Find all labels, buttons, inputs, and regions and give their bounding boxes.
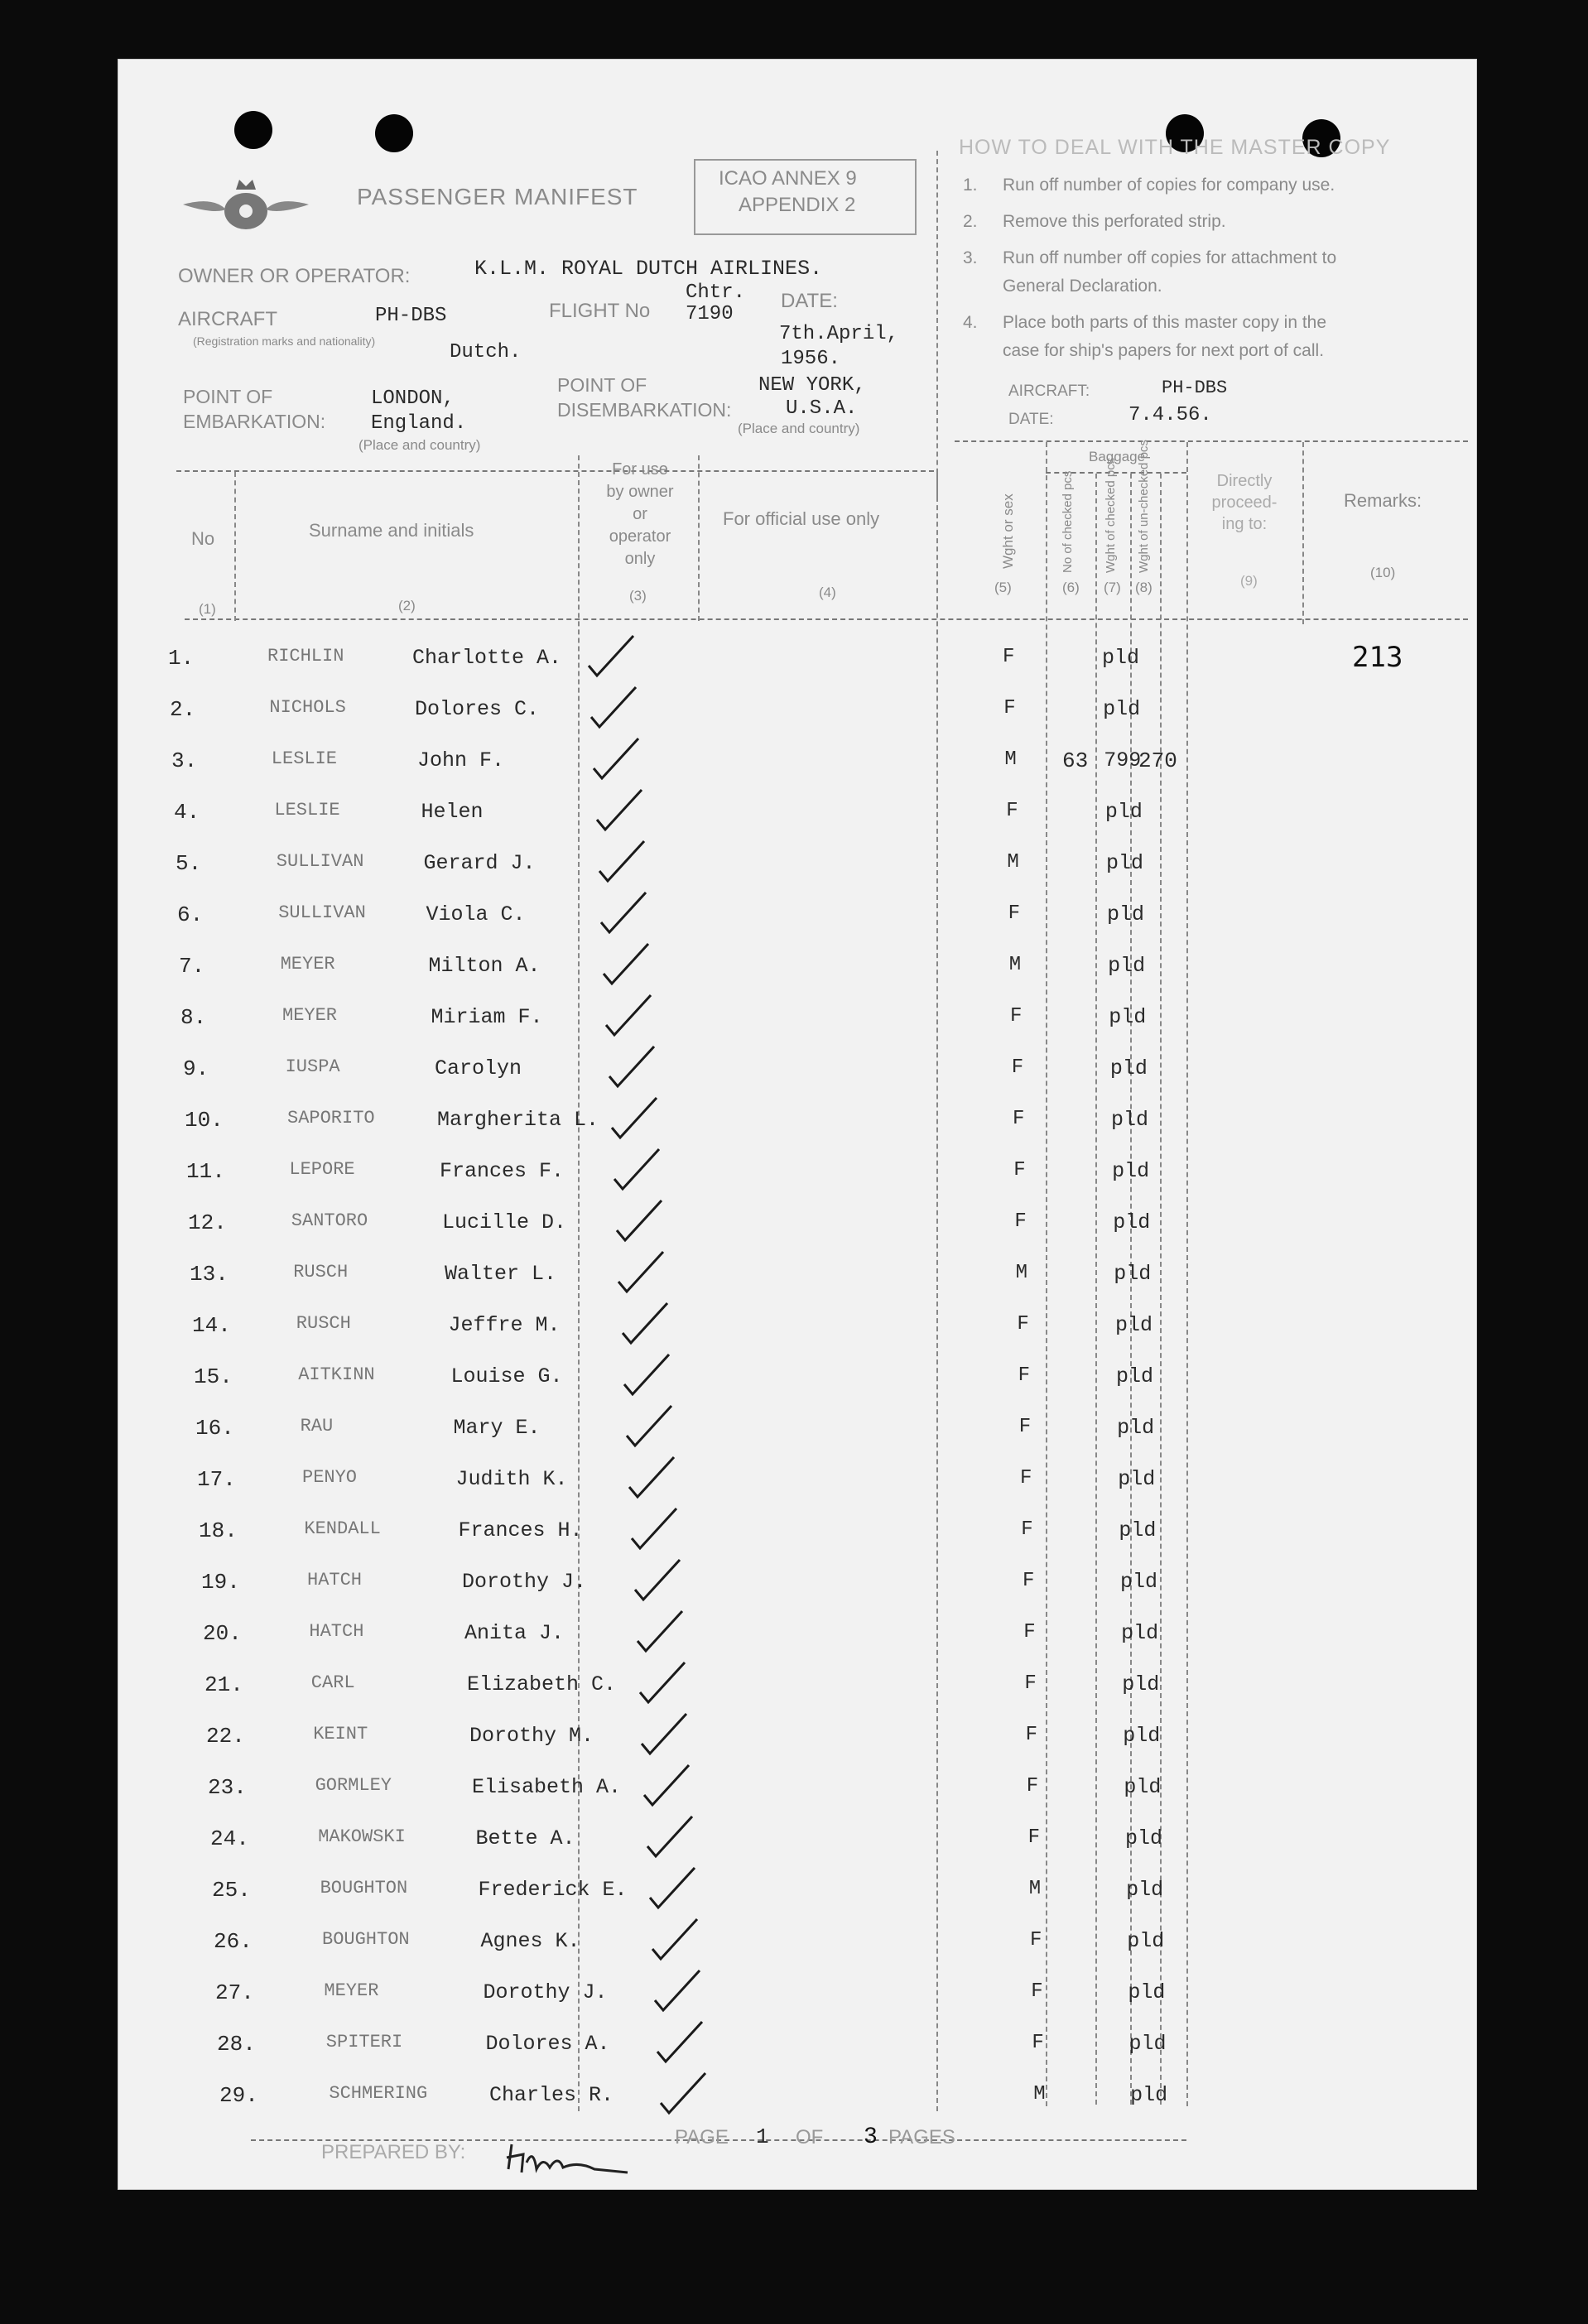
passenger-initials: Charlotte A.	[412, 646, 562, 670]
passenger-sex: F	[1003, 646, 1015, 668]
row-number: 20.	[203, 1621, 242, 1646]
col-wght-unchecked-number: (8)	[1135, 580, 1153, 595]
check-mark-icon	[651, 2018, 709, 2068]
row-number: 19.	[201, 1570, 240, 1595]
table-row	[118, 690, 1476, 740]
table-row	[118, 1409, 1476, 1459]
table-row	[118, 1974, 1476, 2023]
checked-weight: pld	[1114, 1313, 1153, 1337]
passenger-initials: Dorothy M.	[469, 1724, 594, 1748]
check-mark-icon	[585, 684, 642, 734]
passenger-surname: RICHLIN	[267, 646, 344, 666]
passenger-surname: IUSPA	[285, 1056, 340, 1077]
row-number: 11.	[186, 1159, 225, 1184]
check-mark-icon	[654, 2070, 712, 2120]
row-number: 5.	[176, 851, 202, 876]
panel-aircraft-value: PH-DBS	[1162, 378, 1228, 398]
passenger-sex: F	[1032, 2032, 1044, 2054]
check-mark-icon	[599, 992, 657, 1042]
prepared-by-label: PREPARED BY:	[321, 2141, 466, 2163]
table-row	[118, 1512, 1476, 1561]
checked-weight: pld	[1125, 1826, 1163, 1850]
instructions-title: HOW TO DEAL WITH THE MASTER COPY	[959, 136, 1391, 159]
check-mark-icon	[638, 1762, 695, 1812]
passenger-surname: KEINT	[313, 1724, 368, 1744]
passenger-surname: BOUGHTON	[320, 1878, 408, 1898]
row-number: 9.	[183, 1056, 209, 1081]
col-owner-use-line: by owner	[606, 483, 674, 501]
table-row	[118, 1717, 1476, 1767]
checked-weight: 799	[1104, 748, 1142, 772]
icao-box	[694, 159, 917, 235]
passenger-initials: Gerard J.	[423, 851, 536, 875]
col-divider	[234, 472, 236, 621]
passenger-surname: RUSCH	[293, 1262, 349, 1282]
col-directly-line: Directly	[1216, 472, 1273, 490]
passenger-initials: Margherita L.	[437, 1108, 599, 1132]
row-number: 15.	[194, 1364, 233, 1389]
col-owner-use	[582, 459, 698, 570]
check-mark-icon	[610, 1197, 668, 1247]
passenger-surname: KENDALL	[304, 1518, 381, 1539]
icao-line-2: APPENDIX 2	[739, 194, 856, 216]
table-row	[118, 1666, 1476, 1715]
row-number: 7.	[179, 954, 205, 979]
header-rule	[176, 470, 934, 472]
checked-weight: pld	[1102, 646, 1140, 670]
checked-weight: pld	[1119, 1518, 1157, 1542]
passenger-initials: Judith K.	[455, 1467, 568, 1491]
check-mark-icon	[646, 1916, 704, 1966]
passenger-sex: F	[1017, 1313, 1029, 1335]
checked-weight: pld	[1107, 902, 1145, 926]
passenger-sex: F	[1014, 1210, 1027, 1233]
panel-aircraft-label: AIRCRAFT:	[1008, 383, 1090, 400]
passenger-initials: Jeffre M.	[448, 1313, 561, 1337]
passenger-surname: PENYO	[302, 1467, 358, 1488]
instruction-number: 2.	[963, 212, 978, 231]
header-divider	[936, 151, 938, 498]
passenger-sex: F	[1018, 1364, 1030, 1387]
check-mark-icon	[582, 633, 640, 682]
passenger-surname: SCHMERING	[329, 2083, 428, 2104]
table-row	[118, 1460, 1476, 1510]
passenger-initials: Helen	[421, 800, 484, 824]
table-row	[118, 998, 1476, 1048]
passenger-surname: LEPORE	[289, 1159, 355, 1180]
checked-weight: pld	[1118, 1467, 1156, 1491]
checked-weight: pld	[1114, 1262, 1152, 1286]
passenger-sex: F	[1018, 1416, 1032, 1438]
passenger-surname: SULLIVAN	[278, 902, 366, 923]
row-number: 25.	[212, 1878, 251, 1903]
table-row	[118, 1050, 1476, 1099]
passenger-initials: Frances F.	[440, 1159, 565, 1183]
col-checked-pcs-number: (6)	[1062, 580, 1080, 595]
table-row	[118, 1922, 1476, 1972]
checked-weight: pld	[1103, 697, 1141, 721]
panel-date-label: DATE:	[1008, 411, 1054, 428]
disembarkation-label-1: POINT OF	[557, 374, 647, 396]
row-number: 22.	[206, 1724, 245, 1749]
row-number: 29.	[219, 2083, 258, 2108]
unchecked-weight: 270	[1138, 748, 1177, 773]
check-mark-icon	[605, 1095, 663, 1144]
passenger-sex: F	[1025, 1724, 1037, 1746]
instruction-text: Place both parts of this master copy in the	[1003, 313, 1327, 332]
passenger-initials: Milton A.	[428, 954, 541, 978]
flight-value-2: 7190	[686, 303, 734, 325]
checked-weight: pld	[1122, 1672, 1160, 1696]
row-number: 2.	[170, 697, 196, 722]
check-mark-icon	[648, 1967, 706, 2017]
row-number: 18.	[199, 1518, 238, 1543]
check-mark-icon	[594, 889, 652, 939]
checked-weight: pld	[1108, 954, 1146, 978]
checked-weight: pld	[1124, 1775, 1162, 1799]
passenger-initials: Agnes K.	[480, 1929, 580, 1953]
check-mark-icon	[631, 1608, 689, 1658]
checked-pieces: 63	[1062, 748, 1089, 773]
date-value-2: 1956.	[781, 348, 841, 370]
row-number: 16.	[195, 1416, 234, 1441]
table-row	[118, 1820, 1476, 1869]
col-wght-checked: Wght of checked pcs	[1104, 457, 1118, 573]
passenger-initials: Frederick E.	[478, 1878, 628, 1902]
embarkation-label-2: EMBARKATION:	[183, 411, 326, 432]
table-row	[118, 1358, 1476, 1407]
passenger-initials: Lucille D.	[442, 1210, 567, 1234]
aircraft-nationality: Dutch.	[450, 341, 522, 363]
check-mark-icon	[633, 1659, 691, 1709]
row-number: 21.	[205, 1672, 243, 1697]
table-row	[118, 1871, 1476, 1921]
col-name-number: (2)	[398, 598, 416, 613]
instruction-text: Run off number of copies for company use.	[1003, 176, 1335, 195]
table-row	[118, 1614, 1476, 1664]
passenger-initials: Viola C.	[426, 902, 526, 926]
check-mark-icon	[593, 838, 651, 888]
checked-weight: pld	[1111, 1108, 1149, 1132]
table-row	[118, 1255, 1476, 1305]
row-number: 17.	[197, 1467, 236, 1492]
col-directly-line: proceed-	[1211, 493, 1278, 512]
passenger-surname: MEYER	[282, 1005, 338, 1026]
passenger-initials: Carolyn	[435, 1056, 522, 1080]
passenger-initials: Dorothy J.	[483, 1980, 608, 2004]
flight-label: FLIGHT No	[549, 300, 651, 322]
passenger-surname: MEYER	[324, 1980, 379, 2001]
page-value: 1	[756, 2124, 769, 2149]
checked-weight: pld	[1120, 1570, 1158, 1594]
of-label: OF	[796, 2126, 824, 2148]
check-mark-icon	[628, 1557, 686, 1606]
column-header-rule	[185, 618, 1468, 620]
instruction-number: 3.	[963, 248, 978, 267]
passenger-initials: Charles R.	[489, 2083, 614, 2107]
passenger-initials: Walter L.	[445, 1262, 557, 1286]
check-mark-icon	[597, 941, 655, 990]
row-number: 28.	[217, 2032, 256, 2057]
row-number: 10.	[185, 1108, 224, 1133]
passenger-surname: SANTORO	[291, 1210, 368, 1231]
passenger-sex: M	[1004, 748, 1017, 771]
passenger-initials: Mary E.	[453, 1416, 541, 1440]
check-mark-icon	[590, 787, 648, 836]
passenger-surname: LESLIE	[274, 800, 340, 820]
row-number: 6.	[177, 902, 204, 927]
passenger-surname: AITKINN	[298, 1364, 375, 1385]
check-mark-icon	[635, 1711, 693, 1760]
col-directly-number: (9)	[1240, 573, 1258, 589]
manifest-page	[118, 60, 1476, 2189]
table-row	[118, 639, 1476, 689]
passenger-surname: BOUGHTON	[322, 1929, 410, 1950]
passenger-sex: M	[1015, 1262, 1027, 1284]
col-remarks-number: (10)	[1370, 565, 1396, 580]
date-value-1: 7th.April,	[779, 323, 899, 345]
passenger-initials: Louise G.	[450, 1364, 563, 1388]
checked-weight: pld	[1121, 1621, 1159, 1645]
instruction-number: 4.	[963, 313, 978, 332]
signature-icon	[503, 2139, 669, 2181]
checked-weight: pld	[1126, 1878, 1164, 1902]
col-wght-checked-number: (7)	[1104, 580, 1121, 595]
checked-weight: pld	[1128, 2032, 1167, 2056]
table-row	[118, 1768, 1476, 1818]
col-checked-pcs: No of checked pcs	[1061, 470, 1075, 573]
passenger-surname: MAKOWSKI	[318, 1826, 406, 1847]
passenger-sex: M	[1007, 851, 1019, 873]
header-rule	[955, 440, 1468, 442]
passenger-sex: F	[1027, 1826, 1040, 1849]
instruction-number: 1.	[963, 176, 978, 195]
passenger-sex: F	[1010, 1005, 1023, 1027]
col-owner-number: (3)	[629, 588, 647, 604]
row-number: 26.	[214, 1929, 253, 1954]
col-official-number: (4)	[819, 585, 836, 600]
checked-weight: pld	[1109, 1056, 1148, 1080]
disembarkation-place-hint: (Place and country)	[738, 421, 860, 436]
check-mark-icon	[587, 735, 645, 785]
passenger-initials: Elisabeth A.	[472, 1775, 622, 1799]
check-mark-icon	[603, 1043, 661, 1093]
passenger-sex: F	[1013, 1159, 1026, 1181]
instruction-text: case for ship's papers for next port of call.	[1003, 341, 1325, 360]
passenger-surname: CARL	[310, 1672, 355, 1693]
manifest-title: PASSENGER MANIFEST	[357, 184, 638, 209]
row-number: 12.	[188, 1210, 227, 1235]
table-row	[118, 1563, 1476, 1613]
row-number: 4.	[174, 800, 200, 825]
passenger-surname: RUSCH	[296, 1313, 351, 1334]
owner-label: OWNER OR OPERATOR:	[178, 265, 411, 287]
checked-weight: pld	[1104, 800, 1143, 824]
passenger-sex: M	[1008, 954, 1022, 976]
col-directly-line: ing to:	[1221, 515, 1268, 533]
table-row	[118, 2076, 1476, 2126]
col-owner-use-line: For use	[612, 460, 668, 479]
table-row	[118, 1152, 1476, 1202]
passenger-surname: HATCH	[309, 1621, 364, 1642]
instruction-text: General Declaration.	[1003, 277, 1162, 296]
table-row	[118, 1204, 1476, 1253]
passenger-sex: F	[1026, 1775, 1039, 1797]
col-wght-sex-number: (5)	[994, 580, 1012, 595]
disembarkation-value-2: U.S.A.	[786, 397, 858, 420]
row-number: 24.	[210, 1826, 249, 1851]
row-number: 3.	[171, 748, 198, 773]
passenger-sex: F	[1003, 697, 1016, 719]
col-owner-use-line: or	[633, 505, 647, 523]
checked-weight: pld	[1109, 1005, 1147, 1029]
checked-weight: pld	[1130, 2083, 1168, 2107]
passenger-sex: F	[1030, 1929, 1042, 1951]
instruction-text: Run off number off copies for attachment to	[1003, 248, 1337, 267]
check-mark-icon	[643, 1864, 701, 1914]
passenger-initials: Dorothy J.	[462, 1570, 587, 1594]
passenger-initials: Dolores C.	[415, 697, 540, 721]
passenger-surname: GORMLEY	[315, 1775, 392, 1796]
passenger-sex: F	[1024, 1672, 1037, 1695]
aircraft-sublabel: (Registration marks and nationality)	[193, 334, 376, 348]
passenger-surname: SAPORITO	[287, 1108, 375, 1128]
passenger-initials: Elizabeth C.	[467, 1672, 617, 1696]
check-mark-icon	[616, 1300, 674, 1350]
passenger-sex: F	[1023, 1570, 1035, 1592]
page-label: PAGE	[675, 2126, 729, 2148]
owner-value: K.L.M. ROYAL DUTCH AIRLINES.	[474, 257, 823, 281]
checked-weight: pld	[1113, 1210, 1151, 1234]
col-no: No	[191, 528, 215, 549]
checked-weight: pld	[1112, 1159, 1150, 1183]
check-mark-icon	[608, 1146, 666, 1196]
check-mark-icon	[623, 1454, 681, 1504]
embarkation-label-1: POINT OF	[183, 386, 273, 407]
passenger-surname: SULLIVAN	[276, 851, 364, 872]
icao-line-1: ICAO ANNEX 9	[719, 167, 857, 190]
table-row	[118, 947, 1476, 997]
table-row	[118, 1306, 1476, 1356]
col-remarks: Remarks:	[1344, 490, 1422, 511]
row-number: 23.	[208, 1775, 247, 1800]
col-wght-sex: Wght or sex	[1000, 493, 1016, 569]
table-row	[118, 896, 1476, 945]
col-owner-use-line: only	[624, 550, 656, 568]
disembarkation-value-1: NEW YORK,	[758, 374, 866, 397]
col-directly	[1195, 470, 1294, 535]
disembarkation-label-2: DISEMBARKATION:	[557, 399, 732, 421]
check-mark-icon	[620, 1403, 678, 1452]
passenger-surname: RAU	[300, 1416, 334, 1436]
checked-weight: pld	[1128, 1980, 1166, 2004]
passenger-sex: F	[1013, 1108, 1025, 1130]
passenger-sex: M	[1033, 2083, 1046, 2105]
date-label: DATE:	[781, 290, 838, 312]
passenger-initials: John F.	[417, 748, 505, 772]
klm-crown-logo-icon	[180, 171, 312, 246]
embarkation-value-2: England.	[371, 412, 467, 435]
embarkation-place-hint: (Place and country)	[359, 437, 481, 453]
row-number: 1.	[168, 646, 195, 671]
check-mark-icon	[612, 1249, 670, 1298]
check-mark-icon	[625, 1505, 683, 1555]
check-mark-icon	[618, 1351, 676, 1401]
passenger-sex: M	[1028, 1878, 1042, 1900]
row-number: 8.	[180, 1005, 207, 1030]
instruction-text: Remove this perforated strip.	[1003, 212, 1226, 231]
col-divider	[698, 455, 700, 621]
passenger-sex: F	[1006, 800, 1018, 822]
passenger-sex: F	[1023, 1621, 1036, 1643]
punch-hole	[234, 111, 272, 149]
row-number: 13.	[190, 1262, 229, 1287]
passenger-initials: Miriam F.	[431, 1005, 543, 1029]
passenger-sex: F	[1011, 1056, 1024, 1079]
passenger-surname: HATCH	[307, 1570, 363, 1590]
col-baggage: Baggage	[1089, 449, 1146, 464]
checked-weight: pld	[1116, 1364, 1154, 1388]
panel-date-value: 7.4.56.	[1128, 404, 1212, 426]
passenger-sex: F	[1031, 1980, 1043, 2003]
checked-weight: pld	[1123, 1724, 1161, 1748]
passenger-initials: Bette A.	[475, 1826, 575, 1850]
embarkation-value-1: LONDON,	[371, 387, 455, 410]
col-official: For official use only	[723, 508, 880, 529]
passenger-sex: F	[1021, 1518, 1033, 1541]
passenger-sex: F	[1008, 902, 1020, 925]
passenger-sex: F	[1020, 1467, 1032, 1489]
pages-label: PAGES	[888, 2126, 955, 2148]
row-number: 27.	[215, 1980, 254, 2005]
passenger-initials: Anita J.	[464, 1621, 565, 1645]
check-mark-icon	[641, 1813, 699, 1863]
passenger-surname: MEYER	[280, 954, 335, 974]
remarks-page-number: 213	[1352, 641, 1403, 674]
col-divider	[1302, 442, 1304, 624]
passenger-initials: Frances H.	[458, 1518, 583, 1542]
table-row	[118, 2025, 1476, 2075]
aircraft-registration: PH-DBS	[375, 305, 447, 327]
row-number: 14.	[192, 1313, 231, 1338]
checked-weight: pld	[1127, 1929, 1165, 1953]
table-row	[118, 742, 1476, 792]
passenger-surname: LESLIE	[271, 748, 338, 769]
table-row	[118, 844, 1476, 894]
col-owner-use-line: operator	[609, 527, 671, 546]
passenger-initials: Dolores A.	[485, 2032, 610, 2056]
passenger-surname: SPITERI	[325, 2032, 403, 2052]
passenger-surname: NICHOLS	[269, 697, 346, 718]
table-row	[118, 1101, 1476, 1151]
table-row	[118, 793, 1476, 843]
of-value: 3	[864, 2124, 878, 2150]
aircraft-label: AIRCRAFT	[178, 308, 277, 330]
col-name: Surname and initials	[309, 520, 474, 541]
flight-value-1: Chtr.	[686, 281, 746, 304]
col-wght-unchecked: Wght of un-checked pcs	[1137, 440, 1151, 573]
checked-weight: pld	[1117, 1416, 1155, 1440]
col-no-number: (1)	[199, 601, 216, 617]
punch-hole	[375, 114, 413, 152]
checked-weight: pld	[1105, 851, 1143, 875]
